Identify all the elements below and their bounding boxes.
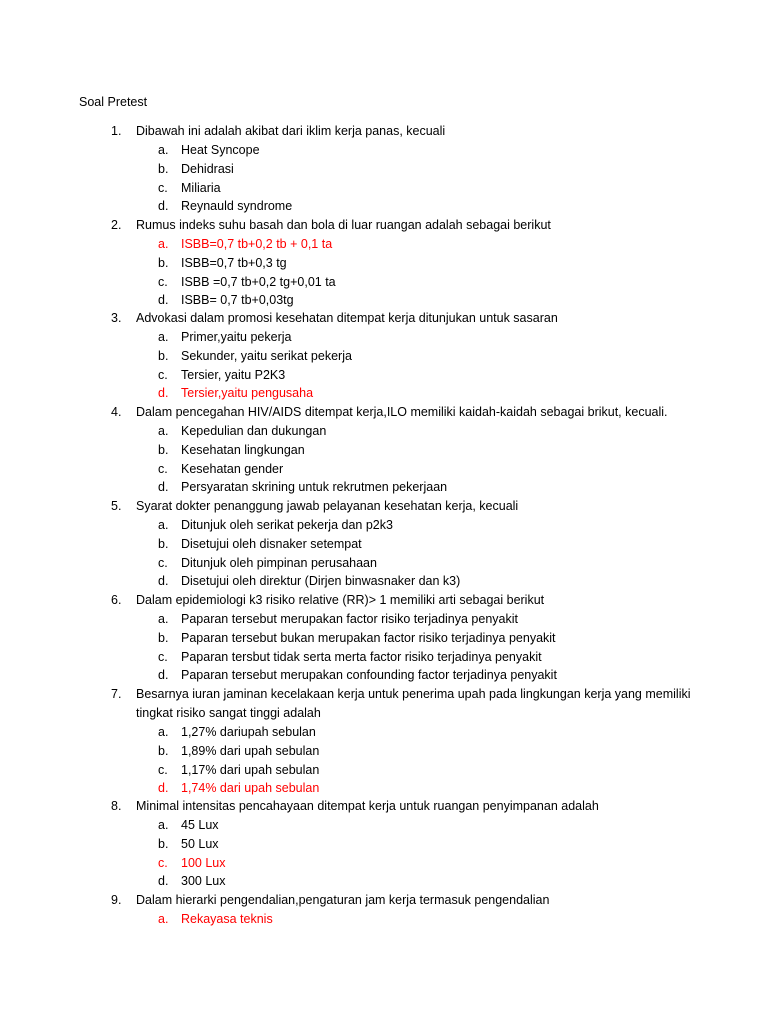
option-text: Paparan tersebut merupakan confounding factor terjadinya penyakit (181, 668, 557, 683)
option-text: Reynauld syndrome (181, 199, 293, 214)
option-letter: c. (158, 555, 168, 570)
question-text: Rumus indeks suhu basah dan bola di luar ruangan adalah sebagai berikut (136, 218, 551, 232)
option-text: 1,17% dari upah sebulan (181, 762, 320, 777)
question-number: 9. (111, 893, 122, 907)
option-text: 50 Lux (181, 836, 219, 851)
option-text: 300 Lux (181, 874, 226, 889)
option-text: Paparan tersbut tidak serta merta factor risiko terjadinya penyakit (181, 649, 542, 664)
question-number: 2. (111, 218, 122, 232)
option-letter: a. (158, 912, 169, 926)
option-letter: b. (158, 836, 169, 851)
option-letter: a. (158, 237, 169, 251)
question-text: Syarat dokter penanggung jawab pelayanan kesehatan kerja, kecuali (136, 499, 519, 513)
option-letter: c. (158, 461, 168, 476)
option-letter: a. (158, 725, 169, 739)
option-text: Ditunjuk oleh pimpinan perusahaan (181, 555, 377, 570)
option-letter: a. (158, 330, 169, 344)
option-letter: b. (158, 255, 169, 270)
option-text: Primer,yaitu pekerja (181, 330, 292, 344)
answer-option-text: 1,74% dari upah sebulan (181, 781, 320, 796)
option-letter: c. (158, 367, 168, 382)
option-text: Disetujui oleh direktur (Dirjen binwasnaker dan k3) (181, 574, 461, 589)
option-text: Tersier, yaitu P2K3 (181, 367, 286, 382)
option-letter: a. (158, 818, 169, 832)
option-letter: d. (158, 781, 169, 796)
option-letter: d. (158, 480, 169, 495)
option-letter: b. (158, 348, 169, 363)
option-text: Kesehatan gender (181, 461, 284, 476)
option-letter: d. (158, 386, 169, 401)
option-text: Persyaratan skrining untuk rekrutmen pekerjaan (181, 480, 448, 495)
option-letter: b. (158, 743, 169, 758)
option-text: Kesehatan lingkungan (181, 442, 305, 457)
option-text: Paparan tersebut bukan merupakan factor risiko terjadinya penyakit (181, 630, 556, 645)
answer-option-text: ISBB=0,7 tb+0,2 tb + 0,1 ta (181, 237, 333, 251)
answer-option-text: Rekayasa teknis (181, 912, 273, 926)
option-text: ISBB =0,7 tb+0,2 tg+0,01 ta (181, 274, 336, 289)
option-letter: a. (158, 518, 169, 532)
question-text: Advokasi dalam promosi kesehatan ditempat kerja ditunjukan untuk sasaran (136, 311, 558, 325)
question-number: 4. (111, 405, 122, 419)
option-text: Ditunjuk oleh serikat pekerja dan p2k3 (181, 518, 393, 532)
question-text: Dalam epidemiologi k3 risiko relative (RR)> 1 memiliki arti sebagai berikut (136, 593, 545, 607)
question-number: 3. (111, 311, 122, 325)
option-text: Miliaria (181, 180, 221, 195)
option-letter: c. (158, 762, 168, 777)
option-letter: c. (158, 274, 168, 289)
option-letter: c. (158, 180, 168, 195)
option-text: ISBB= 0,7 tb+0,03tg (181, 293, 294, 308)
question-number: 7. (111, 687, 122, 701)
option-letter: a. (158, 143, 169, 157)
option-text: Kepedulian dan dukungan (181, 424, 327, 438)
option-text: ISBB=0,7 tb+0,3 tg (181, 255, 287, 270)
question-text: Dalam hierarki pengendalian,pengaturan jam kerja termasuk pengendalian (136, 893, 550, 907)
option-text: Sekunder, yaitu serikat pekerja (181, 348, 352, 363)
answer-option-text: Tersier,yaitu pengusaha (181, 386, 314, 401)
option-text: Paparan tersebut merupakan factor risiko terjadinya penyakit (181, 612, 518, 626)
question-number: 8. (111, 799, 122, 813)
option-letter: c. (158, 649, 168, 664)
question-text: Dalam pencegahan HIV/AIDS ditempat kerja,ILO memiliki kaidah-kaidah sebagai brikut, kecuali. (136, 405, 668, 419)
answer-option-text: 100 Lux (181, 855, 226, 870)
question-number: 5. (111, 499, 122, 513)
question-text: Minimal intensitas pencahayaan ditempat kerja untuk ruangan penyimpanan adalah (136, 799, 599, 813)
option-text: 45 Lux (181, 818, 219, 832)
page-title: Soal Pretest (79, 95, 148, 109)
option-letter: b. (158, 536, 169, 551)
question-number: 6. (111, 593, 122, 607)
question-number: 1. (111, 124, 122, 138)
question-text: Besarnya iuran jaminan kecelakaan kerja untuk penerima upah pada lingkungan kerja yang memiliki tingkat risiko sangat tinggi adalah (136, 687, 691, 720)
option-letter: d. (158, 668, 169, 683)
option-letter: b. (158, 442, 169, 457)
option-text: Disetujui oleh disnaker setempat (181, 536, 362, 551)
question-text: Dibawah ini adalah akibat dari iklim kerja panas, kecuali (136, 124, 446, 138)
option-letter: d. (158, 293, 169, 308)
option-letter: c. (158, 855, 168, 870)
option-letter: a. (158, 424, 169, 438)
option-text: Heat Syncope (181, 143, 260, 157)
option-letter: d. (158, 574, 169, 589)
option-text: 1,27% dariupah sebulan (181, 725, 316, 739)
option-letter: b. (158, 161, 169, 176)
option-text: Dehidrasi (181, 161, 234, 176)
option-text: 1,89% dari upah sebulan (181, 743, 320, 758)
option-letter: d. (158, 874, 169, 889)
option-letter: b. (158, 630, 169, 645)
option-letter: a. (158, 612, 169, 626)
option-letter: d. (158, 199, 169, 214)
